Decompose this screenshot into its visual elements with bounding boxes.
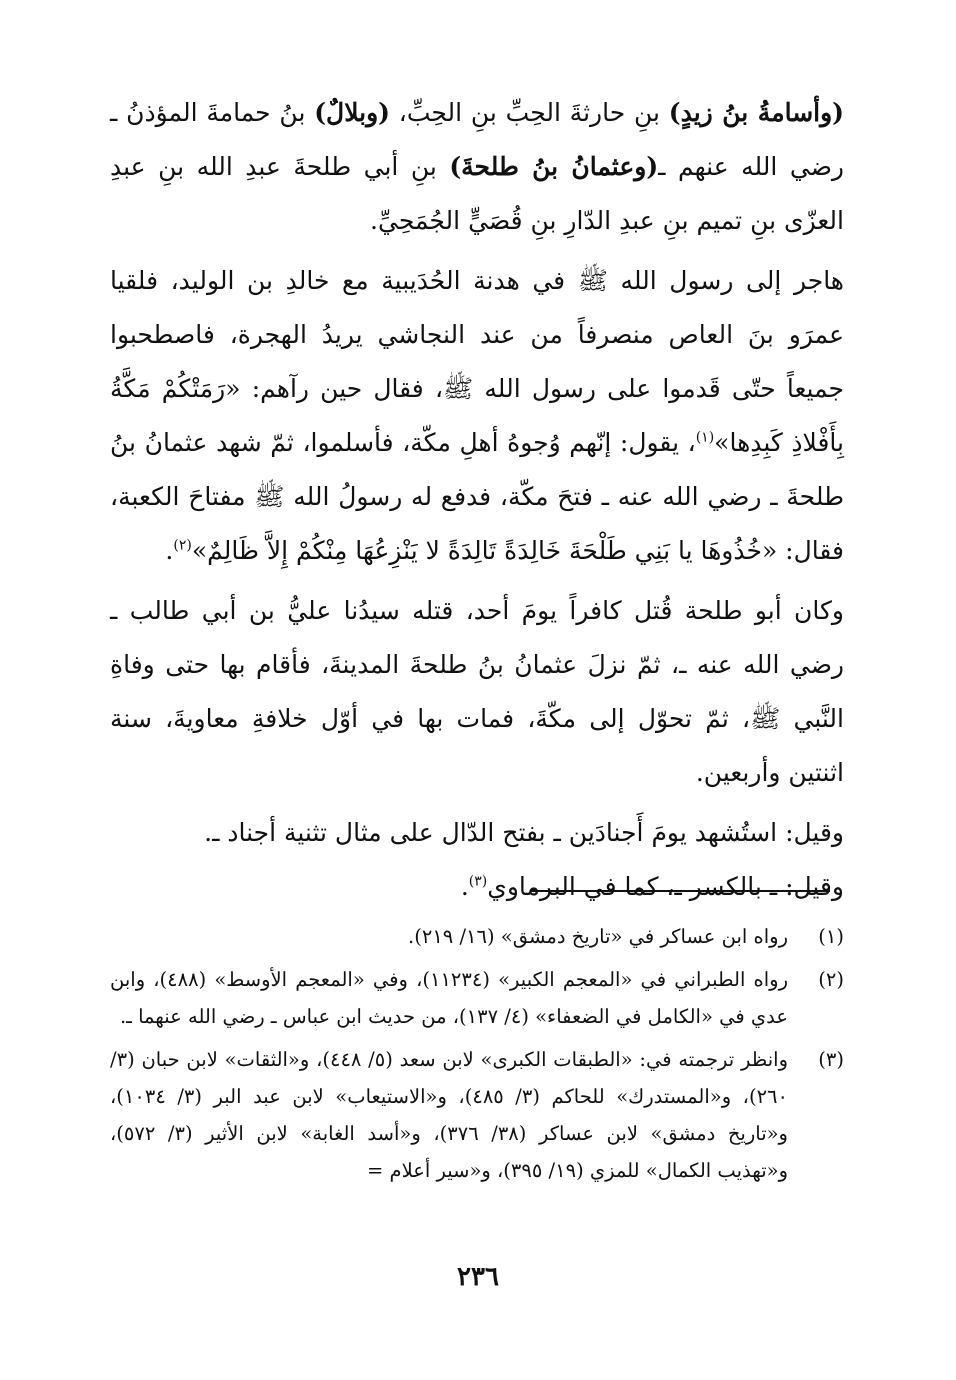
paragraph-hijra: [110, 254, 844, 578]
page-number: ٢٣٦: [457, 1262, 499, 1292]
kasr-text: وقيل: ـ بالكسر ـ، كما في البرماوي: [487, 872, 844, 901]
bilal-lineage: بنُ حمامةَ المؤذنُ ـ رضي الله عنهم ـ: [110, 98, 844, 181]
name-uthman: (وعثمانُ بنُ طلحةَ): [449, 152, 659, 181]
paragraph-death: وكان أبو طلحة قُتل كافراً يومَ أحد، قتله سيدُنا عليُّ بن أبي طالب ـ رضي الله عنه ـ، ثمّ نزلَ عثمانُ بنُ طلحةَ المدينةَ، فأقام بها حتى وفاةِ النَّبي ﷺ، ثمّ تحوّل إلى مكّةَ، فمات بها في أوّل خلافةِ معاويةَ، سنة اثنتين وأربعين.: [110, 596, 844, 787]
paragraph-names: [110, 86, 844, 248]
paragraph-ajnadayn: وقيل: استُشهد يومَ أَجنادَين ـ بفتح الدّال على مثال تثنية أجناد ـ.: [204, 818, 844, 847]
kasr-end: .: [460, 872, 469, 901]
footnotes: [110, 918, 844, 1195]
footnote-text: وانظر ترجمته في: «الطبقات الكبرى» لابن سعد (٥/ ٤٤٨)، و«الثقات» لابن حبان (٣/ ٢٦٠)، و«المستدرك» للحاكم (٣/ ٤٨٥)، و«الاستيعاب» لابن عبد البر (٣/ ١٠٣٤)، و«تاريخ دمشق» لابن عساكر (٣٨/ ٣٧٦)، و«أسد الغابة» لابن الأثير (٣/ ٥٧٢)، و«تهذيب الكمال» للمزي (١٩/ ٣٩٥)، و«سير أعلام =: [110, 1048, 788, 1182]
footnote: [110, 918, 844, 955]
footnote-ref-2[interactable]: (٢): [173, 537, 192, 554]
footnote-text: رواه ابن عساكر في «تاريخ دمشق» (١٦/ ٢١٩).: [408, 925, 788, 948]
footnote-ref-1[interactable]: (١): [695, 429, 715, 446]
hijra-text-continued: ، يقول: إنّهم وُجوهُ أهلِ مكّة، فأسلموا، ثمّ شهد عثمانُ بنُ طلحةَ ـ رضي الله عنه ـ فتحَ مكّة، فدفع له رسولُ الله ﷺ مفتاحَ الكعبة، فقال: «خُذُوهَا يا بَنِي طَلْحَةَ خَالِدَةً تَالِدَةً لا يَنْزِعُهَا مِنْكُمْ إِلاَّ ظَالِمٌ»: [110, 428, 844, 565]
hijra-end: .: [165, 536, 174, 565]
footnote-ref-3[interactable]: (٣): [468, 873, 488, 890]
name-bilal: (وبلالٌ): [314, 98, 390, 127]
footnote-number: (١): [818, 925, 844, 948]
footnote-number: (٣): [818, 1048, 844, 1071]
hijra-text: هاجر إلى رسول الله ﷺ في هدنة الحُدَيبية مع خالدِ بن الوليد، فلقيا عمرَو بنَ العاص منصرفاً من عند النجاشي يريدُ الهجرة، فاصطحبوا جميعاً حتّى قَدموا على رسول الله ﷺ، فقال حين رآهم: «رَمَتْكُمْ مَكَّةُ بِأَفْلاذِ كَبِدِها»: [110, 266, 844, 457]
main-text: [110, 86, 844, 914]
paragraph-kasr: [110, 860, 844, 914]
footnote: [110, 961, 844, 1035]
name-usama: (وأسامةُ بنُ زيدٍ): [668, 98, 845, 127]
usama-lineage: بنِ حارثةَ الحِبِّ بنِ الحِبِّ،: [389, 98, 669, 127]
footnote-separator: [530, 890, 830, 892]
uthman-lineage: بنِ أبي طلحةَ عبدِ الله بنِ عبدِ العزّى بنِ تميم بنِ عبدِ الدّارِ بنِ قُصَيٍّ الجُمَحِيِّ.: [110, 152, 844, 235]
footnote-number: (٢): [818, 968, 844, 991]
footnote: [110, 1041, 844, 1189]
footnote-text: رواه الطبراني في «المعجم الكبير» (١١٢٣٤)، وفي «المعجم الأوسط» (٤٨٨)، وابن عدي في «الكامل في الضعفاء» (٤/ ١٣٧)، من حديث ابن عباس ـ رضي الله عنهما ـ.: [110, 968, 788, 1028]
